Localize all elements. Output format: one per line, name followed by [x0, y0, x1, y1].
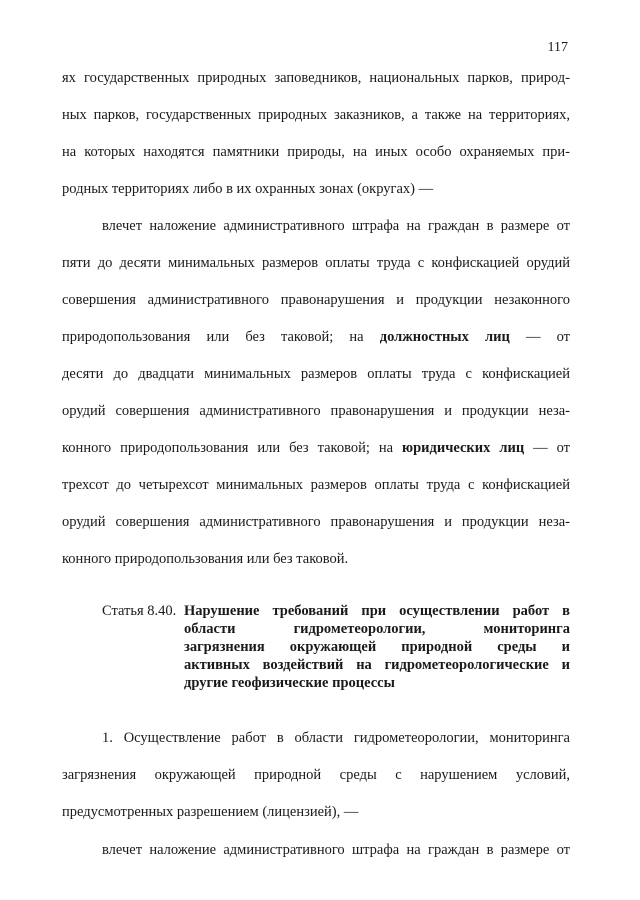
text-line: родных территориях либо в их охранных зонах (округах) —	[62, 181, 434, 197]
text-line: трехсот до четырехсот минимальных размеров оплаты труда с конфискацией	[62, 477, 570, 493]
paragraph-continuation	[62, 60, 570, 208]
text-line-mixed	[62, 430, 570, 467]
text-line: 1. Осуществление работ в области гидрометеорологии, мониторинга	[102, 730, 570, 746]
title-line: другие геофизические процессы	[184, 675, 395, 691]
title-line: области гидрометеорологии, мониторинга	[184, 621, 570, 637]
title-line: Нарушение требований при осуществлении работ в	[184, 603, 570, 619]
text-segment: конного природопользования или без таковой; на	[62, 440, 394, 456]
text-line: конного природопользования или без таковой.	[62, 551, 349, 567]
text-line: десяти до двадцати минимальных размеров оплаты труда с конфискацией	[62, 366, 570, 382]
paragraph-penalty-start	[62, 832, 570, 869]
text-segment: природопользования или без таковой; на	[62, 329, 364, 345]
text-line: орудий совершения административного правонарушения и продукции неза-	[62, 403, 570, 419]
bold-term: юридических лиц	[402, 440, 525, 456]
text-line: орудий совершения административного правонарушения и продукции неза-	[62, 514, 570, 530]
text-line: предусмотренных разрешением (лицензией), —	[62, 804, 359, 820]
paragraph-article-clause	[62, 720, 570, 831]
text-line-mixed	[62, 319, 570, 356]
text-line: ях государственных природных заповедников, национальных парков, природ-	[62, 70, 570, 86]
text-line: на которых находятся памятники природы, на иных особо охраняемых при-	[62, 144, 570, 160]
text-line: загрязнения окружающей природной среды с нарушением условий,	[62, 767, 570, 783]
text-line: ных парков, государственных природных заказников, а также на территориях,	[62, 107, 570, 123]
text-line: влечет наложение административного штрафа на граждан в размере от	[102, 218, 570, 234]
text-line: пяти до десяти минимальных размеров оплаты труда с конфискацией орудий	[62, 255, 570, 271]
bold-term: должностных лиц	[379, 329, 510, 345]
text-line: совершения административного правонарушения и продукции незаконного	[62, 292, 570, 308]
title-line: активных воздействий на гидрометеорологические и	[184, 657, 570, 673]
article-title	[184, 602, 570, 692]
text-line: влечет наложение административного штрафа на граждан в размере от	[102, 842, 570, 858]
text-segment: — от	[524, 440, 571, 456]
title-line: загрязнения окружающей природной среды и	[184, 639, 570, 655]
article-label: Статья 8.40.	[102, 603, 177, 619]
text-segment: — от	[509, 329, 571, 345]
page-number: 117	[547, 40, 568, 55]
paragraph-penalty	[62, 208, 570, 578]
